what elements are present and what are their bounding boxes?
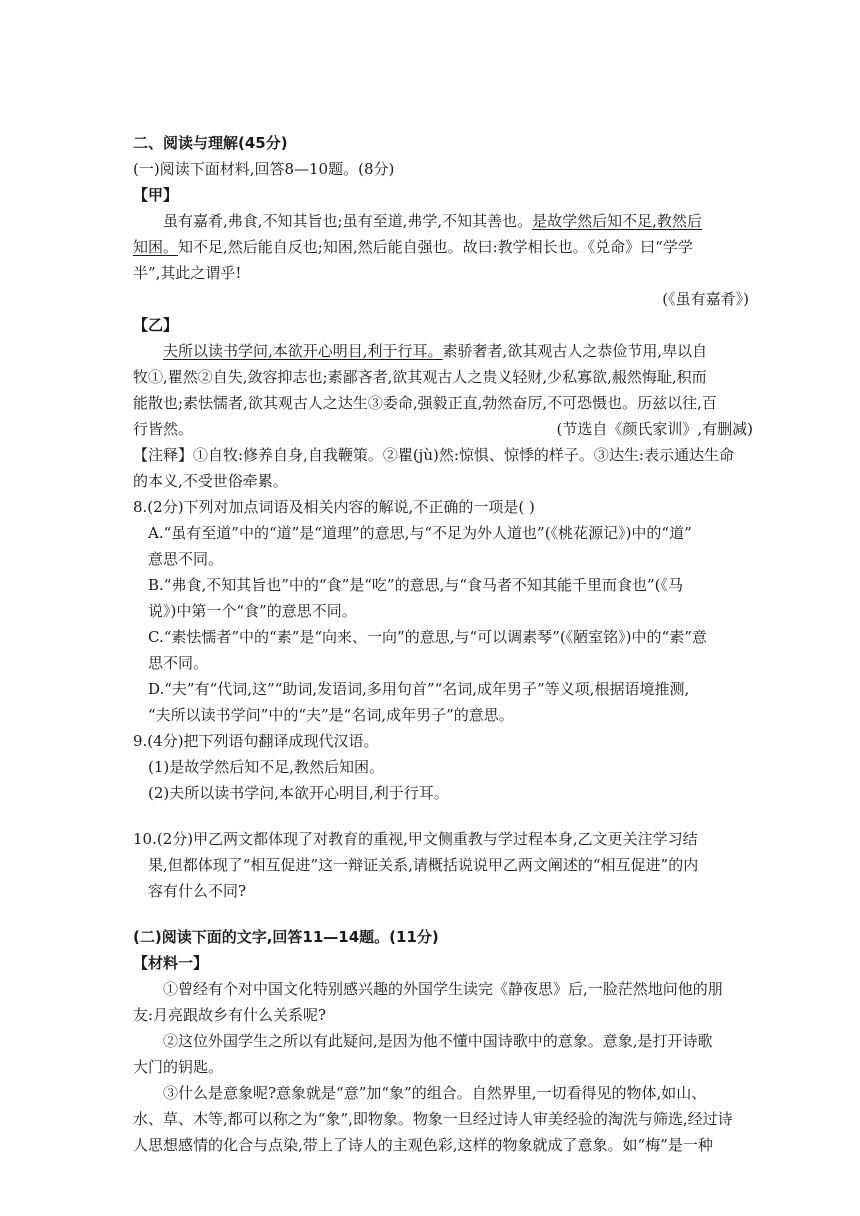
para-1-line-1: ①曾经有个对中国文化特别感兴趣的外国学生读完《静夜思》后,一脸茫然地问他的朋	[163, 980, 723, 998]
part1-intro: (一)阅读下面材料,回答8—10题。(8分)	[133, 160, 395, 178]
notes-line-2: 的本义,不受世俗牵累。	[133, 472, 288, 490]
material-1-label: 【材料一】	[133, 954, 209, 972]
jia-text-2: 知不足,然后能自反也;知困,然后能自强也。故曰:教学相长也。《兑命》曰“学学	[178, 238, 693, 256]
para-2-line-1: ②这位外国学生之所以有此疑问,是因为他不懂中国诗歌中的意象。意象,是打开诗歌	[163, 1032, 713, 1050]
yi-label: 【乙】	[133, 316, 179, 334]
para-3-line-1: ③什么是意象呢?意象就是“意”加“象”的组合。自然界里,一切看得见的物体,如山、	[163, 1084, 707, 1102]
yi-text-1: 素骄奢者,欲其观古人之恭俭节用,卑以自	[442, 342, 708, 360]
jia-passage	[133, 208, 753, 312]
q8-option-c-1: C.“素怯懦者”中的“素”是“向来、一向”的意思,与“可以调素琴”(《陋室铭》)中的“素”意	[148, 628, 707, 646]
jia-label: 【甲】	[133, 186, 179, 204]
exam-page	[133, 130, 753, 1158]
question-8	[133, 494, 753, 728]
q10-line-3: 容有什么不同?	[148, 882, 247, 900]
q8-option-d-2: “夫所以读书学问”中的“夫”是“名词,成年男子”的意思。	[148, 706, 514, 724]
jia-underlined-1: 是故学然后知不足,教然后	[532, 212, 702, 230]
jia-text-3: 半”,其此之谓乎!	[133, 264, 242, 282]
q8-stem: 8.(2分)下列对加点词语及相关内容的解说,不正确的一项是( )	[133, 498, 535, 516]
q9-item-1: (1)是故学然后知不足,教然后知困。	[148, 758, 385, 776]
para-2-line-2: 大门的钥匙。	[133, 1058, 224, 1076]
yi-passage	[133, 338, 753, 442]
q8-option-a-1: A.“虽有至道”中的“道”是“道理”的意思,与“不足为外人道也”(《桃花源记》)中的“道”	[148, 524, 692, 542]
q8-option-d-1: D.“夫”有“代词,这”“助词,发语词,多用句首”“名词,成年男子”等义项,根据语境推测,	[148, 680, 690, 698]
notes-line-1: 【注释】①自牧:修养自身,自我鞭策。②瞿(jù)然:惊惧、惊悸的样子。③达生:表示通达生命	[133, 446, 734, 464]
section-title: 二、阅读与理解(45分)	[133, 134, 288, 152]
q8-option-b-1: B.“弗食,不知其旨也”中的“食”是“吃”的意思,与“食马者不知其能千里而食也”(《马	[148, 576, 684, 594]
yi-text-2: 牧①,瞿然②自失,敛容抑志也;素鄙吝者,欲其观古人之贵义轻财,少私寡欲,赧然悔耻,积而	[133, 368, 707, 386]
yi-source: (节选自《颜氏家训》,有删减)	[556, 420, 753, 438]
part2	[133, 924, 753, 1158]
jia-source: (《虽有嘉肴》)	[662, 290, 749, 308]
question-10	[133, 826, 753, 904]
yi-text-3: 能散也;素怯懦者,欲其观古人之达生③委命,强毅正直,勃然奋厉,不可恐慑也。历兹以往,百	[133, 394, 717, 412]
yi-underlined: 夫所以读书学问,本欲开心明目,利于行耳。	[163, 342, 443, 360]
q10-line-2: 果,但都体现了“相互促进”这一辩证关系,请概括说说甲乙两文阐述的“相互促进”的内	[148, 856, 699, 874]
jia-underlined-2: 知困。	[133, 238, 179, 256]
q10-line-1: 10.(2分)甲乙两文都体现了对教育的重视,甲文侧重教与学过程本身,乙文更关注学习结	[133, 830, 698, 848]
para-3-line-3: 人思想感情的化合与点染,带上了诗人的主观色彩,这样的物象就成了意象。如“梅”是一种	[133, 1136, 713, 1154]
q8-option-c-2: 思不同。	[148, 654, 209, 672]
jia-text-1: 虽有嘉肴,弗食,不知其旨也;虽有至道,弗学,不知其善也。	[163, 212, 533, 230]
q9-item-2: (2)夫所以读书学问,本欲开心明目,利于行耳。	[148, 784, 449, 802]
para-1-line-2: 友:月亮跟故乡有什么关系呢?	[133, 1006, 327, 1024]
q8-option-a-2: 意思不同。	[148, 550, 224, 568]
para-3-line-2: 水、草、木等,都可以称之为“象”,即物象。物象一旦经过诗人审美经验的淘洗与筛选,经过诗	[133, 1110, 733, 1128]
q8-option-b-2: 说》)中第一个“食”的意思不同。	[148, 602, 357, 620]
q9-stem: 9.(4分)把下列语句翻译成现代汉语。	[133, 732, 379, 750]
question-9	[133, 728, 753, 806]
part2-intro: (二)阅读下面的文字,回答11—14题。(11分)	[133, 928, 439, 946]
yi-text-4: 行皆然。	[133, 420, 194, 438]
